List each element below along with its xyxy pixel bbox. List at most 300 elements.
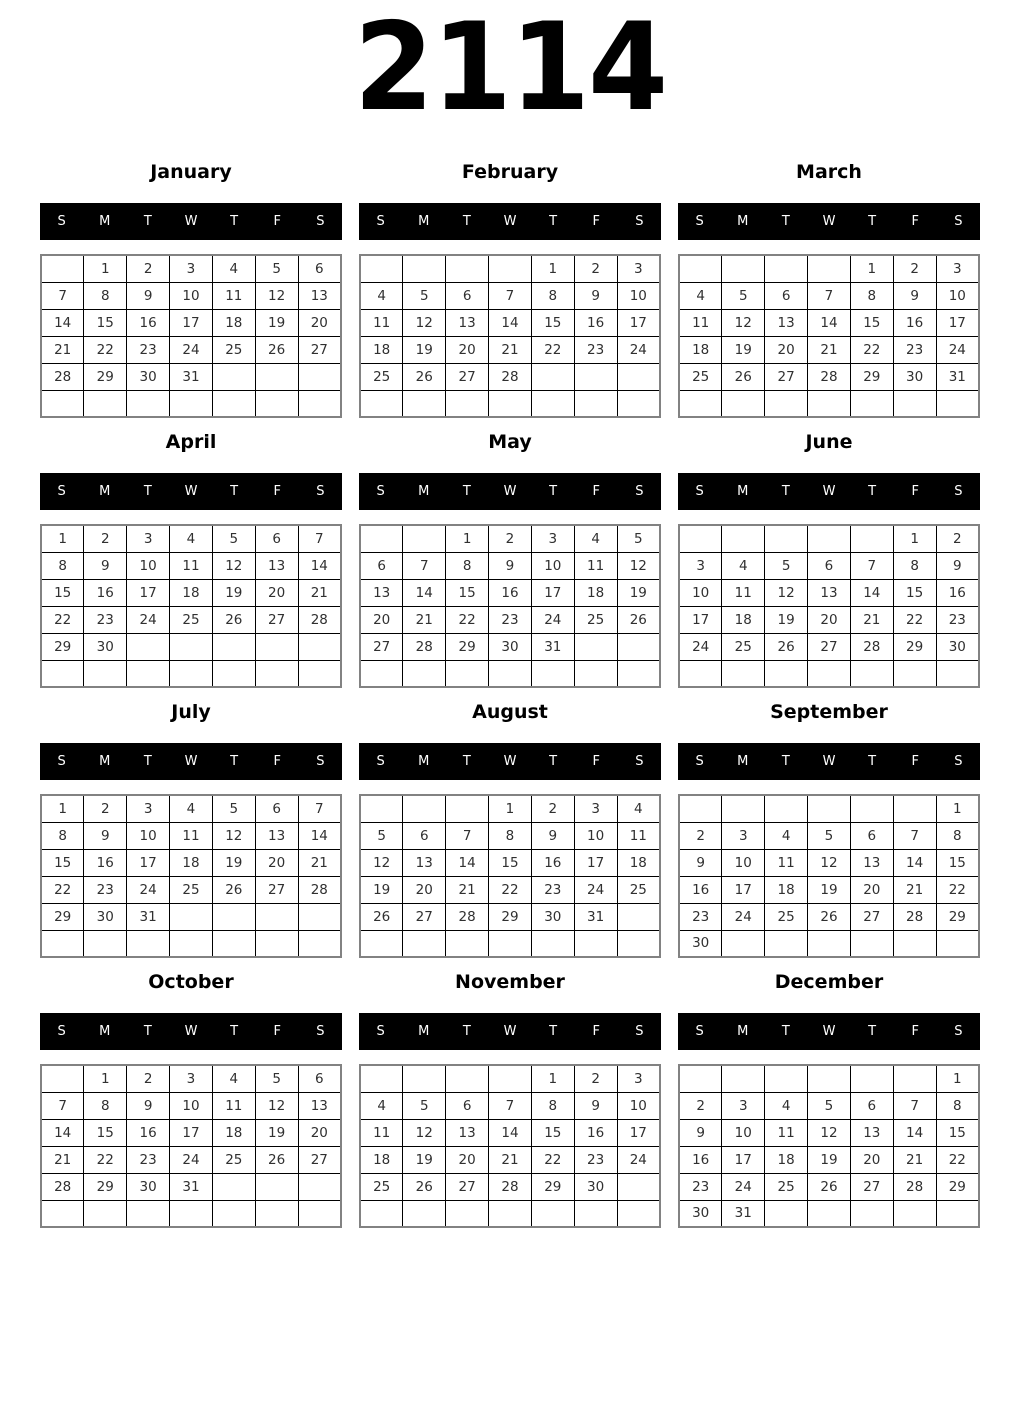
day-cell	[170, 390, 213, 417]
day-cell: 9	[127, 1092, 170, 1119]
day-cell: 27	[298, 1146, 341, 1173]
day-cell: 12	[617, 552, 660, 579]
day-cell: 4	[722, 552, 765, 579]
day-cell: 15	[531, 1119, 574, 1146]
weekday-label: S	[695, 484, 704, 499]
day-cell	[255, 633, 298, 660]
day-cell: 11	[170, 552, 213, 579]
day-cell: 13	[298, 1092, 341, 1119]
day-cell	[765, 390, 808, 417]
day-cell: 22	[489, 876, 532, 903]
day-cell: 8	[41, 822, 84, 849]
week-row	[41, 849, 341, 876]
day-cell	[531, 930, 574, 957]
weekday-label: F	[592, 1024, 601, 1039]
weekday-label: S	[57, 754, 66, 769]
day-cell: 22	[84, 1146, 127, 1173]
week-row	[41, 903, 341, 930]
day-cell	[679, 660, 722, 687]
week-row	[360, 390, 660, 417]
day-cell: 8	[446, 552, 489, 579]
day-cell: 5	[255, 255, 298, 282]
day-cell: 9	[531, 822, 574, 849]
weekday-label: S	[316, 214, 325, 229]
day-cell: 8	[531, 282, 574, 309]
day-cell: 8	[84, 1092, 127, 1119]
day-cell: 17	[722, 876, 765, 903]
weekday-label: W	[822, 754, 836, 769]
weekday-label: W	[503, 754, 517, 769]
day-cell: 2	[574, 1065, 617, 1092]
day-cell	[41, 390, 84, 417]
weekday-label: T	[781, 1024, 790, 1039]
week-row	[360, 633, 660, 660]
day-cell	[298, 903, 341, 930]
month-block	[359, 432, 661, 688]
day-cell: 24	[170, 336, 213, 363]
day-cell: 31	[170, 1173, 213, 1200]
day-cell	[255, 363, 298, 390]
day-cell	[298, 660, 341, 687]
day-cell: 5	[403, 282, 446, 309]
day-cell	[808, 660, 851, 687]
weekday-label: W	[184, 1024, 198, 1039]
day-cell: 22	[84, 336, 127, 363]
month-title: November	[455, 971, 565, 993]
day-cell: 25	[212, 1146, 255, 1173]
day-cell: 4	[360, 1092, 403, 1119]
month-title: February	[461, 161, 559, 183]
weekday-label: T	[868, 1024, 877, 1039]
day-cell: 30	[127, 1173, 170, 1200]
day-cell: 28	[893, 1173, 936, 1200]
weekday-label: T	[781, 484, 790, 499]
week-row	[41, 660, 341, 687]
day-cell: 28	[298, 876, 341, 903]
day-cell: 28	[893, 903, 936, 930]
day-cell: 28	[298, 606, 341, 633]
day-cell	[617, 390, 660, 417]
day-cell: 10	[617, 282, 660, 309]
day-cell: 29	[531, 1173, 574, 1200]
day-cell: 2	[679, 1092, 722, 1119]
year-title: 2114	[353, 0, 667, 138]
week-row	[41, 822, 341, 849]
day-cell: 28	[446, 903, 489, 930]
day-cell: 6	[298, 1065, 341, 1092]
day-cell: 9	[574, 282, 617, 309]
day-cell: 19	[808, 876, 851, 903]
day-cell	[765, 255, 808, 282]
day-cell: 25	[679, 363, 722, 390]
day-cell: 22	[893, 606, 936, 633]
day-cell: 25	[212, 336, 255, 363]
day-cell: 21	[489, 1146, 532, 1173]
weekday-label: T	[143, 754, 152, 769]
month-title: May	[488, 431, 532, 453]
day-cell	[298, 633, 341, 660]
day-cell: 22	[531, 1146, 574, 1173]
day-cell: 15	[936, 849, 979, 876]
day-cell: 29	[936, 1173, 979, 1200]
day-cell	[127, 1200, 170, 1227]
day-cell: 29	[84, 1173, 127, 1200]
day-cell: 12	[360, 849, 403, 876]
month-block	[359, 972, 661, 1228]
week-row	[679, 930, 979, 957]
weekday-label: T	[549, 214, 558, 229]
week-row	[360, 336, 660, 363]
day-cell: 19	[808, 1146, 851, 1173]
day-cell: 7	[489, 1092, 532, 1119]
weekday-label: T	[549, 484, 558, 499]
day-cell: 19	[403, 336, 446, 363]
day-cell: 20	[765, 336, 808, 363]
day-cell: 3	[617, 1065, 660, 1092]
day-cell: 14	[808, 309, 851, 336]
week-row	[41, 525, 341, 552]
weekday-label: S	[635, 1024, 644, 1039]
day-cell	[360, 660, 403, 687]
day-cell	[574, 390, 617, 417]
day-cell	[679, 1065, 722, 1092]
day-cell: 13	[850, 1119, 893, 1146]
day-cell: 26	[255, 1146, 298, 1173]
week-row	[679, 606, 979, 633]
day-cell	[298, 363, 341, 390]
day-cell: 16	[127, 309, 170, 336]
week-row	[41, 309, 341, 336]
week-row	[41, 336, 341, 363]
weekday-label: T	[462, 1024, 471, 1039]
month-title: January	[150, 161, 232, 183]
week-row	[41, 1119, 341, 1146]
day-cell	[360, 390, 403, 417]
day-cell: 5	[360, 822, 403, 849]
day-cell: 8	[936, 822, 979, 849]
day-cell	[446, 660, 489, 687]
day-cell	[212, 363, 255, 390]
weekday-label: T	[230, 754, 239, 769]
weekday-label: T	[462, 484, 471, 499]
day-cell	[808, 1200, 851, 1227]
day-cell: 3	[679, 552, 722, 579]
day-cell: 29	[936, 903, 979, 930]
day-cell: 19	[212, 579, 255, 606]
day-cell: 24	[170, 1146, 213, 1173]
weekday-label: S	[954, 754, 963, 769]
day-cell: 18	[765, 1146, 808, 1173]
day-cell: 1	[446, 525, 489, 552]
day-cell	[808, 795, 851, 822]
day-cell	[765, 795, 808, 822]
weekday-label: T	[143, 214, 152, 229]
day-cell: 30	[489, 633, 532, 660]
weekday-header-bar	[359, 203, 661, 240]
day-cell: 24	[531, 606, 574, 633]
day-cell: 6	[850, 822, 893, 849]
weekday-label: S	[316, 1024, 325, 1039]
week-row	[360, 849, 660, 876]
day-cell	[489, 660, 532, 687]
day-cell: 17	[679, 606, 722, 633]
day-cell	[574, 363, 617, 390]
day-cell	[41, 930, 84, 957]
day-cell: 1	[936, 1065, 979, 1092]
day-cell: 6	[255, 525, 298, 552]
weekday-label: F	[592, 754, 601, 769]
day-cell: 16	[679, 1146, 722, 1173]
day-cell: 10	[170, 1092, 213, 1119]
day-cell: 2	[893, 255, 936, 282]
weekday-label: T	[868, 754, 877, 769]
day-cell: 22	[936, 876, 979, 903]
day-cell: 4	[574, 525, 617, 552]
day-cell: 10	[722, 1119, 765, 1146]
month-block	[678, 162, 980, 418]
weekday-label: M	[99, 484, 111, 499]
day-cell: 1	[41, 525, 84, 552]
week-row	[679, 1065, 979, 1092]
day-cell: 19	[617, 579, 660, 606]
day-cell: 5	[722, 282, 765, 309]
day-cell: 20	[255, 849, 298, 876]
week-row	[679, 1200, 979, 1227]
day-cell: 2	[679, 822, 722, 849]
week-row	[41, 606, 341, 633]
day-cell: 10	[531, 552, 574, 579]
day-cell: 27	[850, 1173, 893, 1200]
day-cell: 21	[41, 1146, 84, 1173]
day-cell: 7	[850, 552, 893, 579]
weekday-label: F	[911, 484, 920, 499]
day-cell	[212, 903, 255, 930]
day-cell: 23	[84, 606, 127, 633]
week-row	[679, 552, 979, 579]
month-grid	[359, 524, 661, 688]
day-cell: 28	[808, 363, 851, 390]
day-cell: 15	[84, 309, 127, 336]
weekday-label: F	[273, 1024, 282, 1039]
weekday-label: T	[462, 754, 471, 769]
day-cell: 17	[127, 849, 170, 876]
week-row	[679, 1146, 979, 1173]
day-cell: 20	[298, 1119, 341, 1146]
week-row	[679, 1119, 979, 1146]
day-cell	[893, 1200, 936, 1227]
day-cell: 19	[765, 606, 808, 633]
day-cell: 29	[84, 363, 127, 390]
day-cell: 16	[893, 309, 936, 336]
day-cell: 13	[360, 579, 403, 606]
day-cell: 23	[574, 1146, 617, 1173]
day-cell: 23	[127, 1146, 170, 1173]
day-cell	[574, 930, 617, 957]
day-cell: 23	[893, 336, 936, 363]
month-grid	[40, 254, 342, 418]
day-cell: 1	[531, 255, 574, 282]
day-cell: 28	[41, 363, 84, 390]
day-cell: 18	[212, 1119, 255, 1146]
day-cell: 15	[41, 849, 84, 876]
day-cell: 9	[679, 1119, 722, 1146]
day-cell	[531, 660, 574, 687]
day-cell: 20	[446, 1146, 489, 1173]
day-cell: 3	[722, 1092, 765, 1119]
day-cell	[722, 660, 765, 687]
day-cell	[765, 1065, 808, 1092]
day-cell	[722, 930, 765, 957]
weekday-label: S	[635, 754, 644, 769]
week-row	[360, 606, 660, 633]
day-cell: 14	[41, 309, 84, 336]
day-cell: 31	[722, 1200, 765, 1227]
day-cell	[127, 660, 170, 687]
weekday-label: W	[503, 484, 517, 499]
day-cell: 30	[531, 903, 574, 930]
weekday-label: S	[695, 214, 704, 229]
day-cell: 15	[84, 1119, 127, 1146]
day-cell: 4	[212, 255, 255, 282]
day-cell: 14	[298, 552, 341, 579]
day-cell: 4	[679, 282, 722, 309]
day-cell: 9	[893, 282, 936, 309]
day-cell: 19	[255, 1119, 298, 1146]
day-cell: 19	[403, 1146, 446, 1173]
day-cell: 7	[893, 1092, 936, 1119]
day-cell: 5	[212, 525, 255, 552]
day-cell: 23	[531, 876, 574, 903]
week-row	[41, 552, 341, 579]
day-cell: 27	[255, 876, 298, 903]
day-cell: 9	[127, 282, 170, 309]
day-cell: 21	[446, 876, 489, 903]
week-row	[679, 822, 979, 849]
week-row	[41, 876, 341, 903]
day-cell: 13	[808, 579, 851, 606]
day-cell: 26	[808, 1173, 851, 1200]
day-cell	[617, 930, 660, 957]
day-cell: 13	[255, 552, 298, 579]
day-cell: 8	[41, 552, 84, 579]
day-cell: 30	[84, 903, 127, 930]
day-cell	[489, 390, 532, 417]
day-cell	[255, 660, 298, 687]
weekday-header-bar	[678, 743, 980, 780]
day-cell: 8	[850, 282, 893, 309]
weekday-label: W	[822, 1024, 836, 1039]
day-cell: 25	[617, 876, 660, 903]
day-cell: 17	[936, 309, 979, 336]
month-grid	[40, 794, 342, 958]
day-cell	[574, 1200, 617, 1227]
weekday-label: S	[376, 1024, 385, 1039]
day-cell: 1	[84, 1065, 127, 1092]
day-cell: 29	[489, 903, 532, 930]
day-cell: 5	[765, 552, 808, 579]
week-row	[679, 282, 979, 309]
day-cell: 31	[531, 633, 574, 660]
weekday-label: M	[737, 484, 749, 499]
day-cell: 30	[893, 363, 936, 390]
day-cell	[893, 660, 936, 687]
weekday-label: F	[273, 484, 282, 499]
weekday-label: W	[822, 484, 836, 499]
day-cell: 6	[808, 552, 851, 579]
day-cell	[850, 930, 893, 957]
day-cell: 27	[446, 363, 489, 390]
day-cell: 16	[574, 1119, 617, 1146]
day-cell	[127, 930, 170, 957]
day-cell: 16	[84, 849, 127, 876]
day-cell: 7	[808, 282, 851, 309]
day-cell	[41, 660, 84, 687]
day-cell: 5	[808, 1092, 851, 1119]
day-cell	[255, 1173, 298, 1200]
week-row	[360, 930, 660, 957]
day-cell: 8	[84, 282, 127, 309]
month-title: August	[472, 701, 548, 723]
day-cell: 20	[446, 336, 489, 363]
weekday-header-bar	[40, 203, 342, 240]
weekday-label: T	[230, 1024, 239, 1039]
day-cell: 14	[893, 1119, 936, 1146]
day-cell: 11	[679, 309, 722, 336]
day-cell	[489, 1200, 532, 1227]
day-cell	[850, 1065, 893, 1092]
day-cell: 9	[84, 822, 127, 849]
month-title: September	[770, 701, 888, 723]
day-cell	[127, 633, 170, 660]
day-cell: 3	[170, 255, 213, 282]
day-cell: 7	[298, 525, 341, 552]
day-cell: 25	[360, 363, 403, 390]
weekday-label: S	[954, 214, 963, 229]
day-cell	[765, 660, 808, 687]
day-cell: 7	[41, 282, 84, 309]
day-cell	[679, 390, 722, 417]
day-cell	[212, 633, 255, 660]
weekday-label: M	[737, 1024, 749, 1039]
day-cell: 24	[679, 633, 722, 660]
weekday-label: T	[230, 214, 239, 229]
day-cell: 20	[403, 876, 446, 903]
day-cell: 9	[574, 1092, 617, 1119]
day-cell	[808, 390, 851, 417]
day-cell	[446, 1200, 489, 1227]
day-cell: 12	[808, 849, 851, 876]
day-cell: 16	[84, 579, 127, 606]
weekday-label: T	[781, 214, 790, 229]
day-cell: 16	[127, 1119, 170, 1146]
day-cell: 22	[41, 606, 84, 633]
day-cell: 15	[850, 309, 893, 336]
day-cell	[170, 633, 213, 660]
month-grid	[359, 1064, 661, 1228]
day-cell: 12	[255, 1092, 298, 1119]
day-cell: 27	[403, 903, 446, 930]
weekday-label: S	[635, 214, 644, 229]
day-cell: 17	[170, 309, 213, 336]
day-cell: 25	[722, 633, 765, 660]
day-cell	[446, 1065, 489, 1092]
weekday-label: T	[781, 754, 790, 769]
month-title: July	[171, 701, 211, 723]
day-cell	[936, 1200, 979, 1227]
day-cell	[446, 255, 489, 282]
day-cell: 25	[170, 876, 213, 903]
day-cell: 1	[850, 255, 893, 282]
